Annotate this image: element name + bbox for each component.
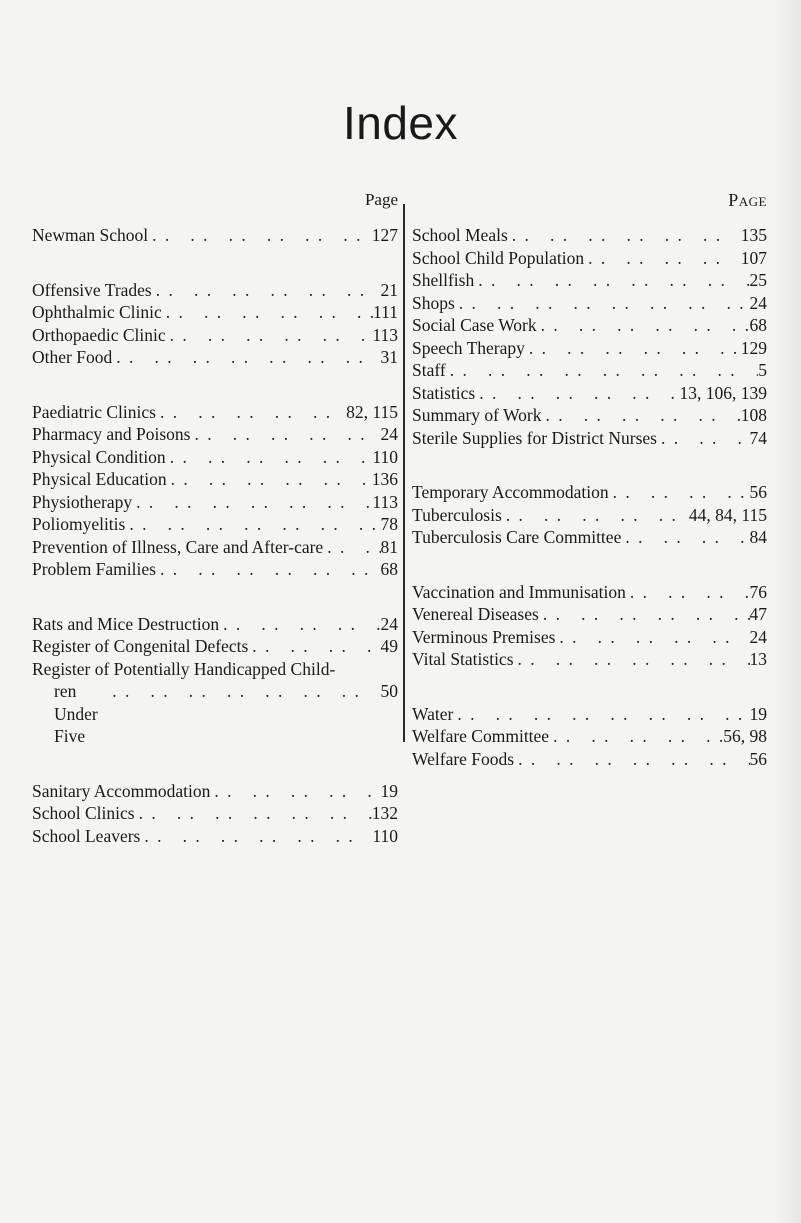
leader-dots	[323, 536, 380, 559]
index-entry	[412, 481, 767, 504]
leader-dots	[455, 292, 750, 315]
index-entry	[412, 626, 767, 649]
entry-label: Tuberculosis	[412, 504, 502, 525]
index-group	[412, 481, 767, 549]
leader-dots	[152, 279, 381, 302]
entry-label: Vital Statistics	[412, 649, 514, 669]
index-entry	[32, 635, 398, 658]
page-title: Index	[342, 97, 459, 149]
index-entry	[32, 224, 398, 247]
entry-label: Summary of Work	[412, 405, 542, 425]
leader-dots	[626, 581, 750, 604]
index-column-right	[412, 190, 767, 802]
entry-label-continued: ren Under Five	[54, 681, 98, 746]
index-entry	[32, 613, 398, 636]
entry-pages: 5	[758, 360, 767, 380]
entry-pages: 74	[749, 427, 767, 448]
entry-label: Register of Potentially Handicapped Child-	[32, 658, 336, 679]
entry-label: Sterile Supplies for District Nurses	[412, 427, 657, 448]
index-entry	[32, 324, 398, 347]
entry-label: Speech Therapy	[412, 337, 525, 358]
entry-pages: 135	[740, 225, 767, 245]
entry-pages: 19	[380, 780, 398, 801]
index-entry	[32, 802, 398, 825]
leader-dots	[475, 382, 679, 405]
entry-pages: 25	[749, 270, 767, 290]
leader-dots	[609, 481, 750, 504]
index-entry	[412, 404, 767, 427]
entry-pages: 31	[380, 347, 398, 367]
index-entry	[32, 346, 398, 369]
leader-dots	[621, 526, 749, 549]
leader-dots	[135, 802, 372, 825]
leader-dots	[525, 337, 741, 360]
leader-dots	[508, 224, 741, 247]
column-divider	[403, 204, 405, 742]
entry-label: Tuberculosis Care Committee	[412, 527, 622, 547]
index-entry	[412, 603, 767, 626]
entry-pages: 111	[373, 302, 398, 322]
entry-pages: 81	[380, 536, 398, 557]
entry-pages: 110	[372, 825, 398, 846]
entry-pages: 68	[380, 559, 398, 579]
entry-pages: 127	[371, 225, 398, 245]
entry-label: Pharmacy and Poisons	[32, 424, 191, 444]
leader-dots	[166, 324, 373, 347]
leader-dots	[156, 558, 381, 581]
entry-label: Water	[412, 703, 454, 724]
index-entry	[32, 780, 398, 803]
entry-label: Ophthalmic Clinic	[32, 302, 162, 322]
index-entry	[412, 247, 767, 270]
index-entry	[412, 292, 767, 315]
entry-pages: 110	[372, 446, 398, 467]
index-entry	[32, 301, 398, 324]
entry-label: School Clinics	[32, 803, 135, 823]
entry-label: Physical Education	[32, 469, 167, 489]
leader-dots	[514, 748, 749, 771]
index-entry	[32, 513, 398, 536]
entry-pages: 21	[380, 279, 398, 300]
leader-dots	[108, 680, 380, 748]
index-group	[32, 613, 398, 748]
entry-pages: 108	[740, 405, 767, 425]
leader-dots	[502, 504, 689, 527]
leader-dots	[453, 703, 749, 726]
index-group	[412, 703, 767, 771]
entry-label: Sanitary Accommodation	[32, 780, 211, 801]
index-entry	[32, 279, 398, 302]
entry-label: Statistics	[412, 382, 476, 403]
index-entry	[412, 581, 767, 604]
leader-dots	[112, 346, 380, 369]
entry-pages: 24	[380, 424, 398, 444]
entry-pages: 44, 84, 115	[688, 504, 767, 525]
index-group	[412, 224, 767, 449]
entry-pages: 129	[740, 337, 767, 358]
entry-label: Verminous Premises	[412, 626, 556, 647]
entry-label: Vaccination and Immunisation	[412, 581, 626, 602]
entry-pages: 56, 98	[723, 726, 767, 746]
entry-pages: 13, 106, 139	[679, 382, 767, 403]
entry-pages: 49	[380, 636, 398, 656]
leader-dots	[555, 626, 749, 649]
entry-label: Shops	[412, 292, 455, 313]
entry-label: Offensive Trades	[32, 279, 152, 300]
index-entry	[412, 314, 767, 337]
entry-pages: 84	[749, 527, 767, 547]
leader-dots	[542, 404, 741, 427]
entry-label: Shellfish	[412, 270, 475, 290]
page-column-header: Page	[364, 190, 398, 209]
entry-label: School Leavers	[32, 825, 141, 846]
index-group	[32, 780, 398, 848]
index-entry	[32, 446, 398, 469]
index-entry	[32, 468, 398, 491]
index-entry	[412, 359, 767, 382]
entry-pages: 24	[749, 626, 767, 647]
index-entry	[32, 825, 398, 848]
leader-dots	[474, 269, 749, 292]
entry-label: Physical Condition	[32, 446, 166, 467]
entry-label: Other Food	[32, 347, 113, 367]
leader-dots	[248, 635, 380, 658]
leader-dots	[190, 423, 380, 446]
leader-dots	[657, 427, 750, 450]
index-entry	[412, 748, 767, 771]
entry-pages: 136	[371, 469, 398, 489]
entry-pages: 113	[372, 491, 398, 512]
leader-dots	[537, 314, 750, 337]
leader-dots	[132, 491, 372, 514]
leader-dots	[446, 359, 759, 382]
entry-pages: 47	[749, 604, 767, 624]
leader-dots	[584, 247, 741, 270]
entry-pages: 113	[372, 324, 398, 345]
entry-label: Poliomyelitis	[32, 514, 126, 534]
index-group	[412, 581, 767, 671]
entry-pages: 82, 115	[346, 401, 398, 422]
entry-label: Problem Families	[32, 559, 156, 579]
entry-label: Prevention of Illness, Care and After-care	[32, 536, 324, 557]
entry-label: Rats and Mice Destruction	[32, 613, 220, 634]
entry-label: Social Case Work	[412, 315, 537, 335]
index-column-left	[32, 190, 398, 879]
page-column-header: Page	[728, 190, 767, 210]
index-entry	[32, 658, 398, 748]
entry-label: Paediatric Clinics	[32, 401, 156, 422]
entry-label: Temporary Accommodation	[412, 482, 609, 502]
entry-pages: 24	[380, 613, 398, 634]
entry-pages: 19	[749, 703, 767, 724]
entry-pages: 50	[380, 681, 398, 701]
entry-label: Orthopaedic Clinic	[32, 324, 166, 345]
entry-pages: 76	[749, 581, 767, 602]
index-entry	[412, 427, 767, 450]
leader-dots	[549, 725, 723, 748]
index-entry	[412, 269, 767, 292]
leader-dots	[162, 301, 373, 324]
entry-label: School Child Population	[412, 247, 585, 268]
entry-label: Physiotherapy	[32, 491, 133, 512]
entry-label: Welfare Foods	[412, 748, 515, 769]
leader-dots	[166, 446, 373, 469]
entry-pages: 56	[749, 482, 767, 502]
entry-label: Staff	[412, 360, 446, 380]
index-entry	[412, 703, 767, 726]
entry-pages: 68	[749, 315, 767, 335]
index-entry	[412, 504, 767, 527]
entry-label: Newman School	[32, 225, 149, 245]
leader-dots	[140, 825, 372, 848]
index-entry	[412, 337, 767, 360]
leader-dots	[514, 648, 750, 671]
entry-pages: 56	[749, 748, 767, 769]
index-entry	[32, 423, 398, 446]
index-entry	[32, 491, 398, 514]
leader-dots	[156, 401, 346, 424]
index-entry	[32, 558, 398, 581]
index-entry	[412, 382, 767, 405]
index-group	[32, 224, 398, 247]
leader-dots	[210, 780, 380, 803]
entry-label: Register of Congenital Defects	[32, 636, 249, 656]
index-entry	[412, 648, 767, 671]
page-edge-shadow	[773, 0, 801, 1223]
entry-pages: 132	[371, 803, 398, 823]
leader-dots	[148, 224, 372, 247]
entry-pages: 13	[749, 649, 767, 669]
index-entry	[32, 401, 398, 424]
entry-label: Venereal Diseases	[412, 604, 539, 624]
entry-label: Welfare Committee	[412, 726, 550, 746]
leader-dots	[539, 603, 750, 626]
index-entry	[32, 536, 398, 559]
index-group	[32, 401, 398, 581]
entry-pages: 78	[380, 514, 398, 534]
entry-pages: 24	[749, 292, 767, 313]
leader-dots	[125, 513, 380, 536]
leader-dots	[167, 468, 372, 491]
index-entry	[412, 725, 767, 748]
index-group	[32, 279, 398, 369]
entry-pages: 107	[740, 247, 767, 268]
entry-label: School Meals	[412, 225, 508, 245]
index-entry	[412, 224, 767, 247]
index-entry	[412, 526, 767, 549]
leader-dots	[219, 613, 380, 636]
